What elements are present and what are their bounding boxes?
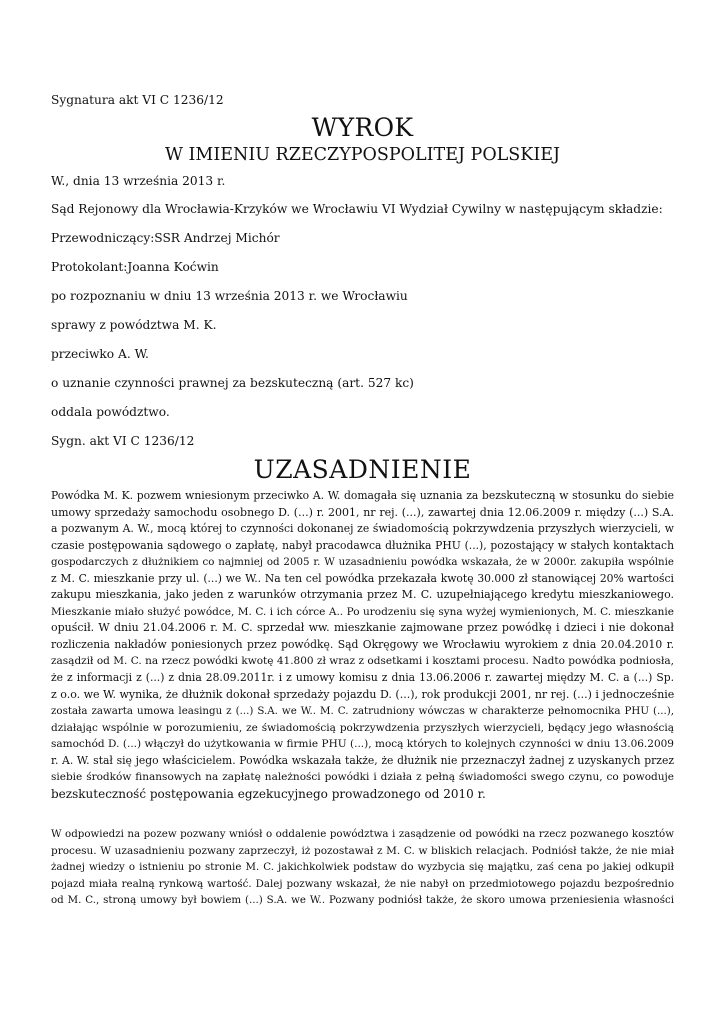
- paragraph-line: umowy sprzedaży samochodu osobnego D. (...) r. 2001, nr rej. (...), zawartej dnia 12.06.2009 r. między (...) S.A.: [51, 505, 674, 519]
- verdict-decision: oddala powództwo.: [51, 405, 170, 419]
- justification-title: UZASADNIENIE: [253, 455, 472, 484]
- paragraph-line: r. A. W. stał się jego właścicielem. Powódka wskazała także, że dłużnik nie przeznaczył żadnej z uzyskanych przez: [51, 753, 674, 767]
- justification-paragraph-1: [51, 488, 674, 802]
- paragraph-line: W odpowiedzi na pozew pozwany wniósł o oddalenie powództwa i zasądzenie od powódki na rzecz pozwanego kosztów: [51, 828, 674, 840]
- paragraph-line: pojazd miała realną rynkową wartość. Dalej pozwany wskazał, że nie nabył on przedmiotowego pojazdu bezpośrednio: [51, 877, 674, 890]
- paragraph-line: zakupu mieszkania, jako jeden z warunków otrzymania przez M. C. uzupełniającego kredytu mieszkaniowego.: [51, 588, 674, 602]
- paragraph-line: Mieszkanie miało służyć powódce, M. C. i ich córce A.. Po urodzeniu się syna wyżej wymienionych, M. C. mieszkanie: [51, 605, 674, 618]
- paragraph-line: została zawarta umowa leasingu z (...) S.A. we W.. M. C. zatrudniony wówczas w charakterze pełnomocnika PHU (...),: [51, 705, 674, 718]
- justification-paragraph-2: [51, 826, 674, 909]
- paragraph-line: a pozwanym A. W., mocą której to czynności dokonanej ze świadomością pokrzywdzenia przyszłych wierzycieli, w: [51, 522, 674, 536]
- case-defendant: przeciwko A. W.: [51, 347, 149, 361]
- signature-header: Sygnatura akt VI C 1236/12: [51, 93, 224, 107]
- paragraph-line: bezskuteczność postępowania egzekucyjnego prowadzonego od 2010 r.: [51, 786, 486, 801]
- paragraph-line: od M. C., stroną umowy był bowiem (...) S.A. we W.. Pozwany podniósł także, że skoro umowa przeniesienia własności: [51, 894, 674, 907]
- paragraph-line: rozliczenia nakładów poniesionych przez powódkę. Sąd Okręgowy we Wrocławiu wyrokiem z dnia 20.04.2010 r.: [51, 637, 674, 651]
- verdict-subtitle: W IMIENIU RZECZYPOSPOLITEJ POLSKIEJ: [164, 145, 561, 165]
- paragraph-line: czasie postępowania sądowego o zapłatę, nabył pracodawca dłużnika PHU (...), pozostający w stałych kontaktach: [51, 538, 674, 552]
- paragraph-line: opuścił. W dniu 21.04.2006 r. M. C. sprzedał ww. mieszkanie zajmowane przez powódkę i dzieci i nie dokonał: [51, 621, 674, 635]
- case-subject: o uznanie czynności prawnej za bezskuteczną (art. 527 kc): [51, 376, 414, 390]
- paragraph-line: zasądził od M. C. na rzecz powódki kwotę 41.800 zł wraz z odsetkami i kosztami procesu. Nadto powódka podniosła,: [51, 655, 674, 668]
- case-number: Sygn. akt VI C 1236/12: [51, 434, 195, 448]
- court-composition: Sąd Rejonowy dla Wrocławia-Krzyków we Wrocławiu VI Wydział Cywilny w następującym składzie:: [51, 202, 663, 216]
- paragraph-line: z M. C. mieszkanie przy ul. (...) we W.. Na ten cel powódka przekazała kwotę 30.000 zł stanowiącej 20% wartości: [51, 571, 674, 585]
- paragraph-line: że z informacji z (...) z dnia 28.09.2011r. i z umowy komisu z dnia 13.06.2006 r. zawartej między M. C. a (...) Sp.: [51, 671, 674, 685]
- hearing-date: po rozpoznaniu w dniu 13 września 2013 r. we Wrocławiu: [51, 289, 408, 303]
- paragraph-line: Powódka M. K. pozwem wniesionym przeciwko A. W. domagała się uznania za bezskuteczną w stosunku do siebie: [51, 489, 674, 502]
- case-plaintiff: sprawy z powództwa M. K.: [51, 318, 217, 332]
- paragraph-line: gospodarczych z dłużnikiem co najmniej od 2005 r. W uzasadnieniu powódka wskazała, że w 2000r. zakupiła wspólnie: [51, 556, 674, 569]
- verdict-date: W., dnia 13 września 2013 r.: [51, 174, 226, 188]
- paragraph-line: samochód D. (...) włączył do użytkowania w firmie PHU (...), mocą których to kolejnych czynności w dniu 13.06.2009: [51, 738, 674, 751]
- paragraph-line: z o.o. we W. wynika, że dłużnik dokonał sprzedaży pojazdu D. (...), rok produkcji 2001, nr rej. (...) i jednocześnie: [51, 687, 675, 701]
- paragraph-line: siebie środków finansowych na zapłatę należności powódki i działa z pełną świadomości swego czynu, co powoduje: [51, 771, 674, 784]
- paragraph-line: żadnej wiedzy o istnieniu po stronie M. C. jakichkolwiek podstaw do wyzbycia się majątku, zaś cena po jakiej odkupił: [51, 861, 674, 874]
- paragraph-line: procesu. W uzasadnieniu pozwany zaprzeczył, iż pozostawał z M. C. w bliskich relacjach. Podniósł także, że nie miał: [51, 844, 674, 857]
- verdict-title: WYROK: [311, 113, 414, 142]
- court-clerk: Protokolant:Joanna Koćwin: [51, 260, 219, 274]
- paragraph-line: działając wspólnie w porozumieniu, ze świadomością pokrzywdzenia przyszłych wierzycieli, będący jego własnością: [51, 721, 674, 734]
- presiding-judge: Przewodniczący:SSR Andrzej Michór: [51, 231, 280, 245]
